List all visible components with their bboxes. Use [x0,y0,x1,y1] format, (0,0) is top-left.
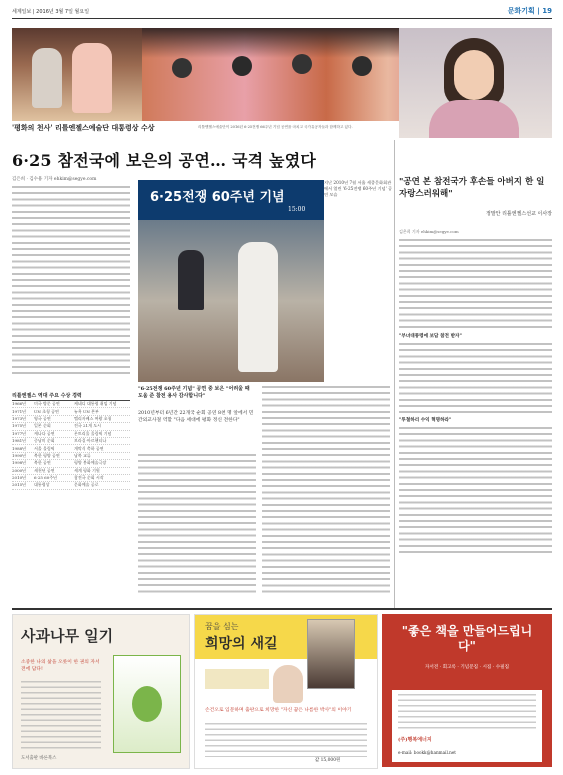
table-row [12,408,130,415]
table-row [12,460,130,467]
ad-2-sub: 손건오로 입문하며 출판으로 희망한 "자신 꿈은 나름한 박사"의 이야기 [205,708,352,713]
ad-2-title-big: 희망의 새길 [205,636,278,652]
table-row [12,468,130,475]
table-row [12,401,130,408]
article-col-3 [262,386,390,594]
table-row [12,423,130,430]
pull-quote-2: 2010년부터 6년간 22개국 순회 공연 8천 명 앞에서 민간외교사절 역할 "다음 세대에 평화 정신 전한다" [138,411,254,423]
top-photo-caption-text: 리틀엔젤스예술단이 2016년 6·25전쟁 66주년 기념 공연을 마치고 국가유공자들과 함께하고 있다. [198,125,353,129]
ad-2-title-small: 꿈을 심는 [205,622,239,631]
ad-1-book-cover [113,655,181,753]
table-row [12,475,130,482]
text-block [12,186,130,378]
interview-subtitle: 정말안 리틀엔젤스선교 이사장 [486,211,552,217]
table-cell-note: 개막식 축하 공연 [74,445,104,451]
table-cell-note: 엘리자베스 여왕 초청 [74,415,112,421]
photo-left [12,28,142,121]
table-cell-event: 대통령상 [34,482,50,488]
text-block [399,239,552,329]
text-block [398,694,536,732]
awards-table-rows [12,401,130,490]
interview-para-head-2: "투철하리 수익 혁명하라" [399,418,452,423]
table-row [12,453,130,460]
table-cell-event: 북한 공연 [34,460,51,466]
column-divider [394,140,395,610]
table-cell-note: 뉴욕 UN 본부 [74,408,99,414]
table-cell-note: 세계 평화 기원 [74,467,100,473]
interview-para-head-1: "부녀대통령에 보답 참전 받자" [399,334,462,339]
awards-table [12,392,130,490]
table-cell-year: 1975년 [12,423,27,429]
table-row [12,445,130,452]
table-cell-year: 1973년 [12,415,27,421]
table-cell-note: 남북 교류 [74,452,91,458]
article-byline: 김은희 · 김수용 기자 ehkim@segye.com [12,177,97,182]
table-cell-year: 2015년 [12,482,27,488]
table-cell-event: 북한 평양 공연 [34,452,60,458]
table-cell-note: 전국 21개 도시 [74,423,101,429]
table-cell-event: 6·25 60주년 [34,475,57,481]
table-cell-event: 영국 공연 [34,415,51,421]
article-col-1 [12,186,130,378]
interview-byline: 김은희 기자 ehkim@segye.com [399,229,459,234]
interview [399,28,552,557]
text-block [399,343,552,413]
ad-1-title: 사과나무 일기 [21,627,114,645]
table-cell-event: 중남미 순회 [34,438,55,444]
table-cell-event: 미국 방문 공연 [34,401,60,407]
text-block [205,723,367,757]
article-headline: 6·25 참전국에 보은의 공연… 국격 높였다 [12,151,317,170]
interview-quote: "공연 본 참전국가 후손들 아버지 한 일 자랑스러워해" [399,177,545,199]
table-cell-note: 케네디 대통령 취임 기념 [74,401,117,407]
text-block [262,386,390,594]
ad-book-2 [194,614,378,769]
ceremony-photo [138,180,324,382]
table-cell-year: 2010년 [12,475,27,481]
table-cell-year: 1971년 [12,408,27,414]
ad-2-author-photo [273,665,303,703]
ad-book-1 [12,614,190,769]
table-cell-year: 1981년 [12,438,27,444]
table-row [12,431,130,438]
table-cell-year: 1966년 [12,401,27,407]
ad-1-sub: 소중한 나의 삶을 오롯이 한 권의 자서전에 담다! [21,660,100,672]
table-cell-year: 2000년 [12,467,27,473]
ad-3-sub: 자서전 · 회고록 · 기념문집 · 시집 · 수필집 [424,665,510,670]
table-cell-note: 몬트리올 올림픽 기념 [74,430,112,436]
ad-2-book-cover [307,619,355,689]
top-photo-title: '평화의 천사' 리틀엔젤스예술단 대통령상 수상 [12,123,155,132]
ceremony-photo-caption: 지난 2010년 7월 서울 세종문화회관에서 열린 '6·25전쟁 60주년 기념' 공연 모습 [324,180,393,197]
ad-1-publisher: 도서출판 바른북스 [21,756,57,761]
ads-divider [12,608,552,610]
table-cell-note: 브라질·아르헨티나 [74,438,107,444]
table-cell-note: 평양 봉화예술극장 [74,460,107,466]
page-header [12,6,552,19]
ad-2-tag [205,669,269,689]
ad-2-price: 값 15,000원 [315,758,341,763]
ad-3-box [392,690,542,762]
section-page: 문화기획 | 19 [507,7,552,15]
table-row [12,438,130,445]
table-row [12,482,130,489]
awards-table-title: 리틀엔젤스 역대 주요 수상 경력 [12,392,130,401]
ad-publisher [382,614,552,767]
table-cell-event: UN 초청 공연 [34,408,59,414]
table-cell-note: 문화예술 공로 [74,482,99,488]
table-cell-event: 새천년 공연 [34,467,55,473]
table-cell-year: 1998년 [12,460,27,466]
ad-3-publisher: (주)행복에너지 [398,737,432,743]
text-block [21,681,101,751]
stage-banner-text: 6·25전쟁 60주년 기념 [150,190,285,205]
table-cell-year: 1977년 [12,430,27,436]
table-cell-event: 일본 순회 [34,423,51,429]
article-col-2 [138,454,256,594]
table-cell-event: 서울 올림픽 [34,445,55,451]
table-cell-event: 캐나다 공연 [34,430,55,436]
stage-banner [138,180,324,220]
interview-photo [399,28,552,138]
ad-3-title: "좋은 책을 만들어드립니다" [401,624,533,653]
table-cell-year: 1988년 [12,445,27,451]
stage-time: 15:00 [288,206,306,213]
table-cell-year: 1990년 [12,452,27,458]
text-block [138,454,256,594]
paper-date: 세계일보 | 2016년 3월 7일 월요일 [12,9,90,15]
table-cell-note: 참전국 순회 시작 [74,475,104,481]
text-block [399,427,552,557]
ad-3-contact: e-mail: bookk@hanmail.net [398,750,456,755]
table-row [12,416,130,423]
pull-quote: "6·25전쟁 60주년 기념" 공연 중 보은 "어려울 때 도움 준 참전 용사 감사합니다" [138,386,250,399]
